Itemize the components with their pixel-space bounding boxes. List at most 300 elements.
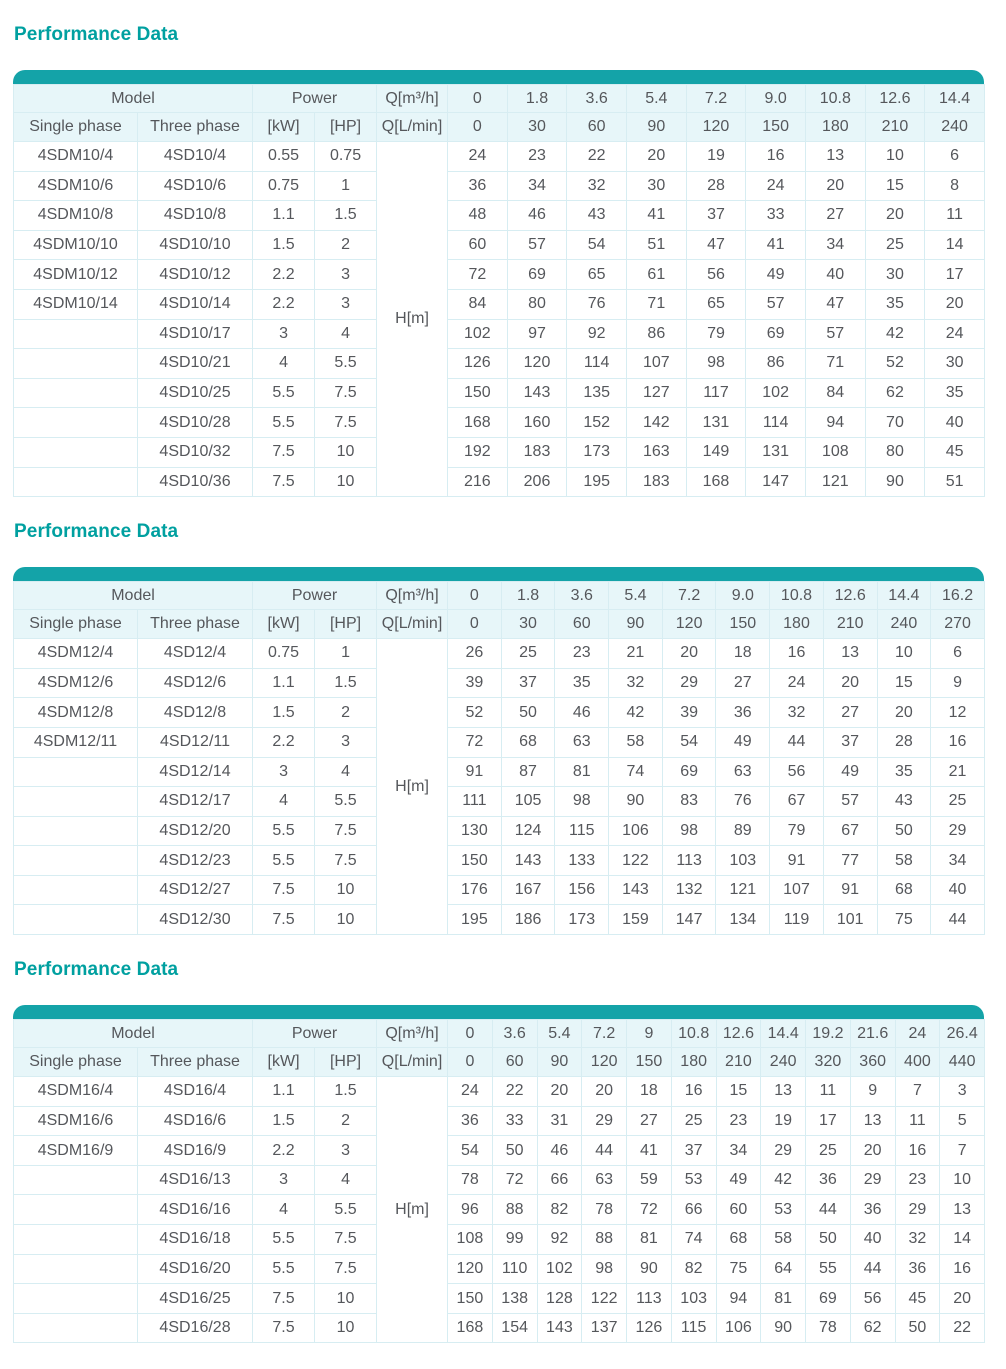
head-value: 120 [507, 349, 567, 379]
head-value: 135 [567, 378, 627, 408]
head-value: 90 [761, 1313, 806, 1343]
power-hp-value: 2 [315, 230, 377, 260]
flow-lmin-value: 180 [770, 610, 824, 639]
head-value: 13 [850, 1106, 895, 1136]
head-value: 22 [567, 142, 627, 172]
head-value: 40 [850, 1225, 895, 1255]
head-value: 3 [940, 1077, 985, 1107]
head-value: 159 [609, 905, 663, 935]
flow-lmin-value: 150 [746, 113, 806, 142]
flow-m3h-value: 10.8 [770, 582, 824, 610]
head-value: 22 [492, 1077, 537, 1107]
head-unit-cell: H[m] [377, 1077, 448, 1343]
head-value: 46 [555, 698, 609, 728]
flow-m3h-value: 12.6 [716, 1020, 761, 1048]
head-value: 88 [492, 1195, 537, 1225]
head-value: 33 [492, 1106, 537, 1136]
performance-table-card-1 [13, 70, 984, 497]
head-value: 160 [507, 408, 567, 438]
power-kw-value: 3 [253, 757, 315, 787]
hp-header: [HP] [315, 113, 377, 142]
head-value: 84 [448, 289, 508, 319]
three-phase-model: 4SD10/32 [138, 437, 253, 467]
power-hp-value: 7.5 [315, 408, 377, 438]
flow-m3h-value: 9.0 [746, 85, 806, 113]
head-value: 20 [940, 1284, 985, 1314]
flow-m3h-value: 7.2 [662, 582, 716, 610]
flow-m3h-value: 21.6 [850, 1020, 895, 1048]
three-phase-model: 4SD12/14 [138, 757, 253, 787]
performance-section-3 [13, 959, 984, 1343]
head-value: 44 [582, 1136, 627, 1166]
head-value: 50 [492, 1136, 537, 1166]
head-value: 41 [746, 230, 806, 260]
flow-lmin-value: 60 [555, 610, 609, 639]
head-value: 132 [662, 875, 716, 905]
power-kw-value: 5.5 [253, 846, 315, 876]
power-kw-value: 4 [253, 349, 315, 379]
head-value: 13 [761, 1077, 806, 1107]
head-value: 29 [662, 668, 716, 698]
power-kw-value: 1.5 [253, 230, 315, 260]
head-value: 130 [448, 816, 502, 846]
head-value: 106 [609, 816, 663, 846]
three-phase-model: 4SD10/25 [138, 378, 253, 408]
head-value: 9 [931, 668, 985, 698]
head-value: 138 [492, 1284, 537, 1314]
head-value: 74 [671, 1225, 716, 1255]
table-row [14, 1136, 985, 1166]
head-value: 121 [805, 467, 865, 497]
head-value: 13 [805, 142, 865, 172]
head-value: 101 [823, 905, 877, 935]
head-value: 60 [448, 230, 508, 260]
head-value: 35 [925, 378, 985, 408]
three-phase-model: 4SD12/17 [138, 787, 253, 817]
head-value: 126 [448, 349, 508, 379]
head-value: 36 [850, 1195, 895, 1225]
head-value: 40 [925, 408, 985, 438]
three-phase-model: 4SD10/8 [138, 201, 253, 231]
head-value: 168 [686, 467, 746, 497]
table-header [14, 85, 985, 142]
power-kw-value: 1.5 [253, 1106, 315, 1136]
head-value: 64 [761, 1254, 806, 1284]
head-value: 91 [448, 757, 502, 787]
head-value: 149 [686, 437, 746, 467]
power-hp-value: 0.75 [315, 142, 377, 172]
head-value: 21 [931, 757, 985, 787]
head-value: 163 [627, 437, 687, 467]
table-row [14, 787, 985, 817]
header-row-subunits [14, 610, 985, 639]
flow-m3h-header: Q[m³/h] [377, 1020, 448, 1048]
head-value: 57 [507, 230, 567, 260]
power-hp-value: 7.5 [315, 846, 377, 876]
head-value: 44 [850, 1254, 895, 1284]
head-value: 62 [865, 378, 925, 408]
head-value: 52 [448, 698, 502, 728]
head-value: 36 [448, 171, 508, 201]
performance-table-card-2 [13, 567, 984, 935]
power-hp-value: 1 [315, 639, 377, 669]
head-value: 35 [865, 289, 925, 319]
head-value: 97 [507, 319, 567, 349]
head-value: 26 [448, 639, 502, 669]
head-value: 49 [716, 727, 770, 757]
performance-section-1 [13, 24, 984, 497]
flow-m3h-value: 7.2 [582, 1020, 627, 1048]
power-hp-value: 4 [315, 1165, 377, 1195]
flow-m3h-value: 3.6 [567, 85, 627, 113]
flow-lmin-value: 180 [671, 1048, 716, 1077]
three-phase-model: 4SD10/10 [138, 230, 253, 260]
power-kw-value: 3 [253, 1165, 315, 1195]
three-phase-header: Three phase [138, 1048, 253, 1077]
three-phase-header: Three phase [138, 113, 253, 142]
head-value: 29 [895, 1195, 940, 1225]
flow-m3h-value: 3.6 [492, 1020, 537, 1048]
single-phase-model [14, 408, 138, 438]
table-row [14, 467, 985, 497]
header-row-subunits [14, 1048, 985, 1077]
table-row [14, 260, 985, 290]
single-phase-model [14, 816, 138, 846]
head-value: 42 [609, 698, 663, 728]
head-value: 124 [501, 816, 555, 846]
head-value: 56 [850, 1284, 895, 1314]
head-value: 173 [555, 905, 609, 935]
three-phase-model: 4SD10/4 [138, 142, 253, 172]
head-value: 65 [686, 289, 746, 319]
table-row [14, 816, 985, 846]
kw-header: [kW] [253, 1048, 315, 1077]
head-value: 57 [805, 319, 865, 349]
head-value: 103 [716, 846, 770, 876]
flow-lmin-value: 60 [492, 1048, 537, 1077]
head-value: 57 [823, 787, 877, 817]
head-value: 192 [448, 437, 508, 467]
flow-lmin-value: 210 [865, 113, 925, 142]
flow-m3h-value: 26.4 [940, 1020, 985, 1048]
head-value: 115 [671, 1313, 716, 1343]
performance-data-table-1 [13, 84, 985, 497]
flow-lmin-value: 440 [940, 1048, 985, 1077]
single-phase-model: 4SDM10/4 [14, 142, 138, 172]
power-hp-value: 5.5 [315, 787, 377, 817]
power-kw-value: 7.5 [253, 875, 315, 905]
head-value: 36 [448, 1106, 493, 1136]
three-phase-model: 4SD10/36 [138, 467, 253, 497]
head-value: 108 [805, 437, 865, 467]
power-hp-value: 7.5 [315, 1254, 377, 1284]
head-value: 6 [931, 639, 985, 669]
power-kw-value: 0.75 [253, 171, 315, 201]
head-value: 114 [567, 349, 627, 379]
flow-m3h-value: 9.0 [716, 582, 770, 610]
head-value: 41 [627, 1136, 672, 1166]
power-kw-value: 5.5 [253, 1254, 315, 1284]
single-phase-model: 4SDM10/14 [14, 289, 138, 319]
three-phase-model: 4SD12/8 [138, 698, 253, 728]
power-hp-value: 1.5 [315, 668, 377, 698]
head-value: 29 [931, 816, 985, 846]
single-phase-model: 4SDM10/12 [14, 260, 138, 290]
head-value: 143 [609, 875, 663, 905]
head-value: 28 [877, 727, 931, 757]
flow-lmin-header: Q[L/min] [377, 113, 448, 142]
single-phase-model: 4SDM10/6 [14, 171, 138, 201]
flow-m3h-value: 3.6 [555, 582, 609, 610]
head-value: 16 [940, 1254, 985, 1284]
single-phase-model [14, 437, 138, 467]
table-row [14, 1254, 985, 1284]
three-phase-model: 4SD12/23 [138, 846, 253, 876]
table-row [14, 668, 985, 698]
head-value: 122 [582, 1284, 627, 1314]
head-value: 25 [671, 1106, 716, 1136]
three-phase-model: 4SD16/4 [138, 1077, 253, 1107]
head-value: 35 [877, 757, 931, 787]
table-body [14, 1077, 985, 1343]
head-value: 15 [877, 668, 931, 698]
single-phase-model [14, 1254, 138, 1284]
head-value: 24 [746, 171, 806, 201]
head-value: 24 [770, 668, 824, 698]
head-value: 168 [448, 1313, 493, 1343]
three-phase-model: 4SD16/9 [138, 1136, 253, 1166]
head-unit-cell: H[m] [377, 639, 448, 935]
head-value: 80 [507, 289, 567, 319]
flow-lmin-value: 0 [448, 113, 508, 142]
head-value: 43 [567, 201, 627, 231]
head-value: 54 [567, 230, 627, 260]
table-body [14, 142, 985, 497]
head-value: 8 [925, 171, 985, 201]
performance-table-card-3 [13, 1005, 984, 1343]
power-hp-value: 10 [315, 437, 377, 467]
three-phase-model: 4SD16/25 [138, 1284, 253, 1314]
head-value: 110 [492, 1254, 537, 1284]
table-row [14, 349, 985, 379]
head-value: 176 [448, 875, 502, 905]
head-value: 77 [823, 846, 877, 876]
head-value: 19 [686, 142, 746, 172]
head-value: 72 [448, 260, 508, 290]
head-value: 25 [806, 1136, 851, 1166]
head-value: 91 [823, 875, 877, 905]
flow-m3h-value: 5.4 [627, 85, 687, 113]
single-phase-model [14, 319, 138, 349]
head-value: 46 [537, 1136, 582, 1166]
head-value: 25 [865, 230, 925, 260]
table-row [14, 1225, 985, 1255]
head-value: 5 [940, 1106, 985, 1136]
table-top-bar [13, 567, 984, 581]
head-value: 68 [501, 727, 555, 757]
head-value: 45 [925, 437, 985, 467]
head-value: 58 [877, 846, 931, 876]
hp-header: [HP] [315, 1048, 377, 1077]
three-phase-model: 4SD10/21 [138, 349, 253, 379]
head-value: 117 [686, 378, 746, 408]
model-header: Model [14, 582, 253, 610]
head-value: 99 [492, 1225, 537, 1255]
head-value: 54 [448, 1136, 493, 1166]
head-value: 36 [806, 1165, 851, 1195]
head-value: 81 [555, 757, 609, 787]
power-kw-value: 7.5 [253, 467, 315, 497]
head-value: 90 [627, 1254, 672, 1284]
head-value: 16 [895, 1136, 940, 1166]
head-value: 156 [555, 875, 609, 905]
head-value: 74 [609, 757, 663, 787]
single-phase-model [14, 467, 138, 497]
head-value: 68 [877, 875, 931, 905]
head-value: 122 [609, 846, 663, 876]
head-value: 102 [746, 378, 806, 408]
power-hp-value: 3 [315, 260, 377, 290]
page-title: Performance Data [14, 521, 179, 543]
single-phase-model [14, 846, 138, 876]
flow-lmin-value: 320 [806, 1048, 851, 1077]
table-row [14, 1106, 985, 1136]
head-value: 11 [806, 1077, 851, 1107]
single-phase-header: Single phase [14, 1048, 138, 1077]
head-value: 183 [627, 467, 687, 497]
head-value: 51 [925, 467, 985, 497]
kw-header: [kW] [253, 610, 315, 639]
head-value: 52 [865, 349, 925, 379]
head-value: 17 [925, 260, 985, 290]
head-value: 45 [895, 1284, 940, 1314]
head-value: 16 [746, 142, 806, 172]
single-phase-model [14, 757, 138, 787]
head-value: 30 [627, 171, 687, 201]
head-value: 78 [582, 1195, 627, 1225]
table-row [14, 319, 985, 349]
head-value: 37 [823, 727, 877, 757]
head-value: 36 [716, 698, 770, 728]
head-value: 25 [931, 787, 985, 817]
flow-m3h-value: 12.6 [823, 582, 877, 610]
head-value: 56 [770, 757, 824, 787]
head-value: 58 [609, 727, 663, 757]
head-value: 24 [925, 319, 985, 349]
head-value: 42 [761, 1165, 806, 1195]
head-value: 63 [555, 727, 609, 757]
table-row [14, 437, 985, 467]
head-value: 61 [627, 260, 687, 290]
head-value: 32 [770, 698, 824, 728]
single-phase-model: 4SDM16/6 [14, 1106, 138, 1136]
head-value: 168 [448, 408, 508, 438]
three-phase-model: 4SD12/27 [138, 875, 253, 905]
head-value: 21 [609, 639, 663, 669]
header-row-units [14, 1020, 985, 1048]
head-value: 111 [448, 787, 502, 817]
head-value: 91 [770, 846, 824, 876]
three-phase-model: 4SD12/6 [138, 668, 253, 698]
head-value: 20 [865, 201, 925, 231]
single-phase-model: 4SDM12/8 [14, 698, 138, 728]
flow-lmin-value: 210 [716, 1048, 761, 1077]
flow-lmin-value: 240 [877, 610, 931, 639]
performance-data-table-3 [13, 1019, 985, 1343]
three-phase-model: 4SD16/18 [138, 1225, 253, 1255]
page-title: Performance Data [14, 24, 179, 45]
head-value: 126 [627, 1313, 672, 1343]
flow-lmin-value: 60 [567, 113, 627, 142]
head-value: 16 [671, 1077, 716, 1107]
head-value: 76 [567, 289, 627, 319]
head-value: 36 [895, 1254, 940, 1284]
head-value: 22 [940, 1313, 985, 1343]
head-value: 216 [448, 467, 508, 497]
flow-lmin-value: 400 [895, 1048, 940, 1077]
single-phase-model [14, 1195, 138, 1225]
flow-lmin-value: 180 [805, 113, 865, 142]
flow-lmin-value: 150 [716, 610, 770, 639]
flow-lmin-value: 210 [823, 610, 877, 639]
power-hp-value: 10 [315, 875, 377, 905]
head-value: 78 [448, 1165, 493, 1195]
head-value: 86 [746, 349, 806, 379]
head-value: 58 [761, 1225, 806, 1255]
head-value: 67 [770, 787, 824, 817]
table-row [14, 142, 985, 172]
head-value: 66 [537, 1165, 582, 1195]
head-value: 10 [940, 1165, 985, 1195]
head-value: 114 [746, 408, 806, 438]
flow-m3h-value: 1.8 [501, 582, 555, 610]
head-value: 59 [627, 1165, 672, 1195]
flow-m3h-value: 14.4 [761, 1020, 806, 1048]
flow-lmin-value: 30 [501, 610, 555, 639]
single-phase-model [14, 905, 138, 935]
flow-lmin-value: 360 [850, 1048, 895, 1077]
head-value: 57 [746, 289, 806, 319]
head-value: 47 [686, 230, 746, 260]
head-value: 24 [448, 1077, 493, 1107]
hp-header: [HP] [315, 610, 377, 639]
head-value: 102 [537, 1254, 582, 1284]
head-value: 150 [448, 846, 502, 876]
head-value: 115 [555, 816, 609, 846]
head-value: 28 [686, 171, 746, 201]
three-phase-model: 4SD16/16 [138, 1195, 253, 1225]
head-value: 23 [895, 1165, 940, 1195]
head-value: 173 [567, 437, 627, 467]
head-value: 18 [627, 1077, 672, 1107]
head-value: 107 [770, 875, 824, 905]
head-value: 18 [716, 639, 770, 669]
power-hp-value: 3 [315, 727, 377, 757]
head-value: 50 [877, 816, 931, 846]
power-kw-value: 2.2 [253, 727, 315, 757]
head-value: 62 [850, 1313, 895, 1343]
head-value: 113 [662, 846, 716, 876]
head-value: 119 [770, 905, 824, 935]
head-value: 53 [671, 1165, 716, 1195]
single-phase-model: 4SDM12/11 [14, 727, 138, 757]
head-value: 39 [448, 668, 502, 698]
power-kw-value: 3 [253, 319, 315, 349]
head-value: 34 [805, 230, 865, 260]
head-value: 16 [770, 639, 824, 669]
head-value: 143 [501, 846, 555, 876]
performance-section-2 [13, 521, 984, 935]
